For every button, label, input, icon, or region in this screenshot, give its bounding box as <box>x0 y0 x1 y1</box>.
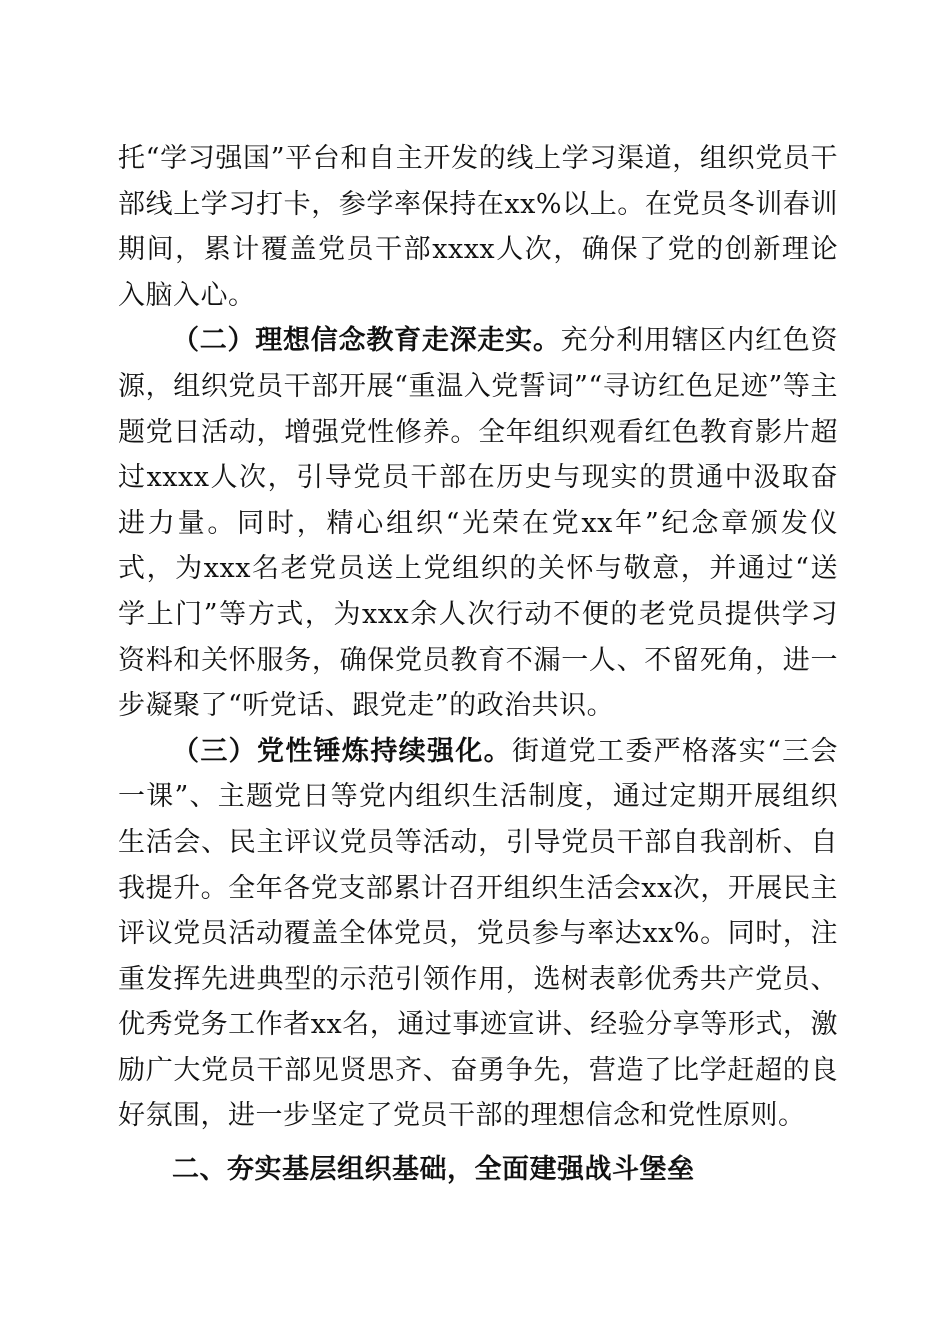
paragraph-lead-three: （三）党性锤炼持续强化。 <box>172 735 513 767</box>
continuation-paragraph: 托“学习强国”平台和自主开发的线上学习渠道，组织党员干部线上学习打卡，参学率保持在xx%以上。在党员冬训春训期间，累计覆盖党员干部xxxx人次，确保了党的创新理论入脑入心。 <box>118 143 838 311</box>
paragraph-body-two: 充分利用辖区内红色资源，组织党员干部开展“重温入党誓词”“寻访红色足迹”等主题党日活动，增强党性修养。全年组织观看红色教育影片超过xxxx人次，引导党员干部在历史与现实的贯通中汲取奋进力量。同时，精心组织“光荣在党xx年”纪念章颁发仪式，为xxx名老党员送上党组织的关怀与敬意，并通过“送学上门”等方式，为xxx余人次行动不便的老党员提供学习资料和关怀服务，确保党员教育不漏一人、不留死角，进一步凝聚了“听党话、跟党走”的政治共识。 <box>118 325 839 722</box>
document-page <box>118 136 838 1193</box>
paragraph-body-three: 街道党工委严格落实“三会一课”、主题党日等党内组织生活制度，通过定期开展组织生活会、民主评议党员等活动，引导党员干部自我剖析、自我提升。全年各党支部累计召开组织生活会xx次，开展民主评议党员活动覆盖全体党员，党员参与率达xx%。同时，注重发挥先进典型的示范引领作用，选树表彰优秀共产党员、优秀党务工作者xx名，通过事迹宣讲、经验分享等形式，激励广大党员干部见贤思齐、奋勇争先，营造了比学赶超的良好氛围，进一步坚定了党员干部的理想信念和党性原则。 <box>118 735 838 1132</box>
paragraph-ideal-belief-education <box>118 318 838 728</box>
paragraph-party-spirit-tempering <box>118 729 838 1139</box>
section-heading-two: 二、夯实基层组织基础，全面建强战斗堡垒 <box>172 1154 695 1186</box>
paragraph-lead-two: （二）理想信念教育走深走实。 <box>172 325 561 357</box>
